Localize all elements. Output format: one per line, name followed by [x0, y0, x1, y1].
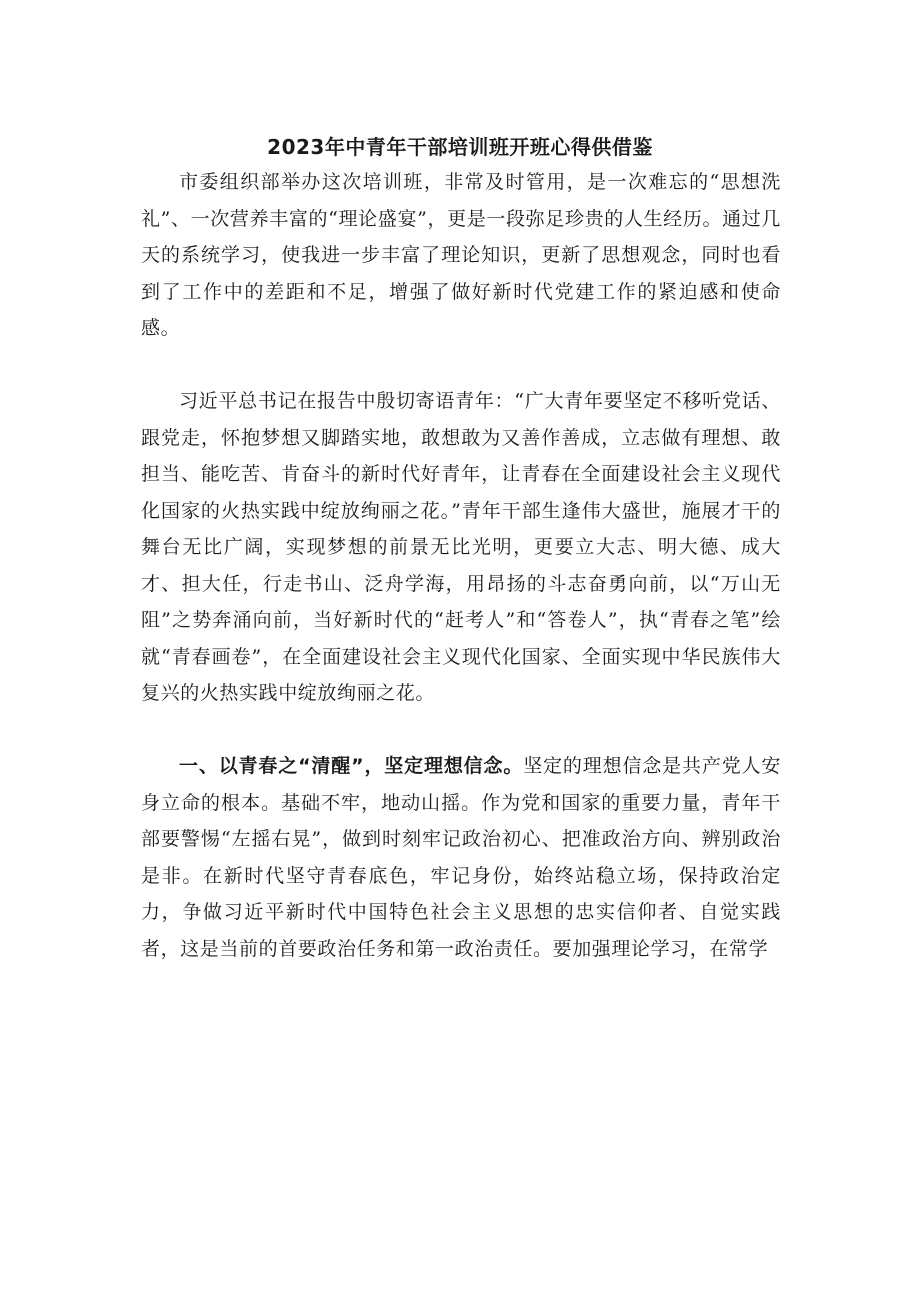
paragraph-3: [141, 748, 781, 967]
paragraph-1-text: 市委组织部举办这次培训班，非常及时管用，是一次难忘的“思想洗礼”、一次营养丰富的“理论盛宴”，更是一段弥足珍贵的人生经历。通过几天的系统学习，使我进一步丰富了理论知识，更新了思想观念，同时也看到了工作中的差距和不足，增强了做好新时代党建工作的紧迫感和使命感。: [141, 171, 781, 339]
paragraph-2: [141, 383, 781, 712]
document-title: 2023年中青年干部培训班开班心得供借鉴: [267, 135, 653, 159]
section-heading-1: 一、以青春之“清醒”，坚定理想信念。: [179, 755, 524, 777]
paragraph-2-text: 习近平总书记在报告中殷切寄语青年：“广大青年要坚定不移听党话、跟党走，怀抱梦想又脚踏实地，敢想敢为又善作善成，立志做有理想、敢担当、能吃苦、肯奋斗的新时代好青年，让青春在全面建设社会主义现代化国家的火热实践中绽放绚丽之花。”青年干部生逢伟大盛世，施展才干的舞台无比广阔，实现梦想的前景无比光明，更要立大志、明大德、成大才、担大任，行走书山、泛舟学海，用昂扬的斗志奋勇向前，以“万山无阻”之势奔涌向前，当好新时代的“赶考人”和“答卷人”，执“青春之笔”绘就“青春画卷”，在全面建设社会主义现代化国家、全面实现中华民族伟大复兴的火热实践中绽放绚丽之花。: [141, 390, 781, 704]
document-body: [141, 164, 781, 967]
paragraph-3-text: 坚定的理想信念是共产党人安身立命的根本。基础不牢，地动山摇。作为党和国家的重要力量，青年干部要警惕“左摇右晃”，做到时刻牢记政治初心、把准政治方向、辨别政治是非。在新时代坚守青春底色，牢记身份，始终站稳立场，保持政治定力，争做习近平新时代中国特色社会主义思想的忠实信仰者、自觉实践者，这是当前的首要政治任务和第一政治责任。要加强理论学习，在常学: [141, 755, 781, 960]
paragraph-1: [141, 164, 781, 347]
